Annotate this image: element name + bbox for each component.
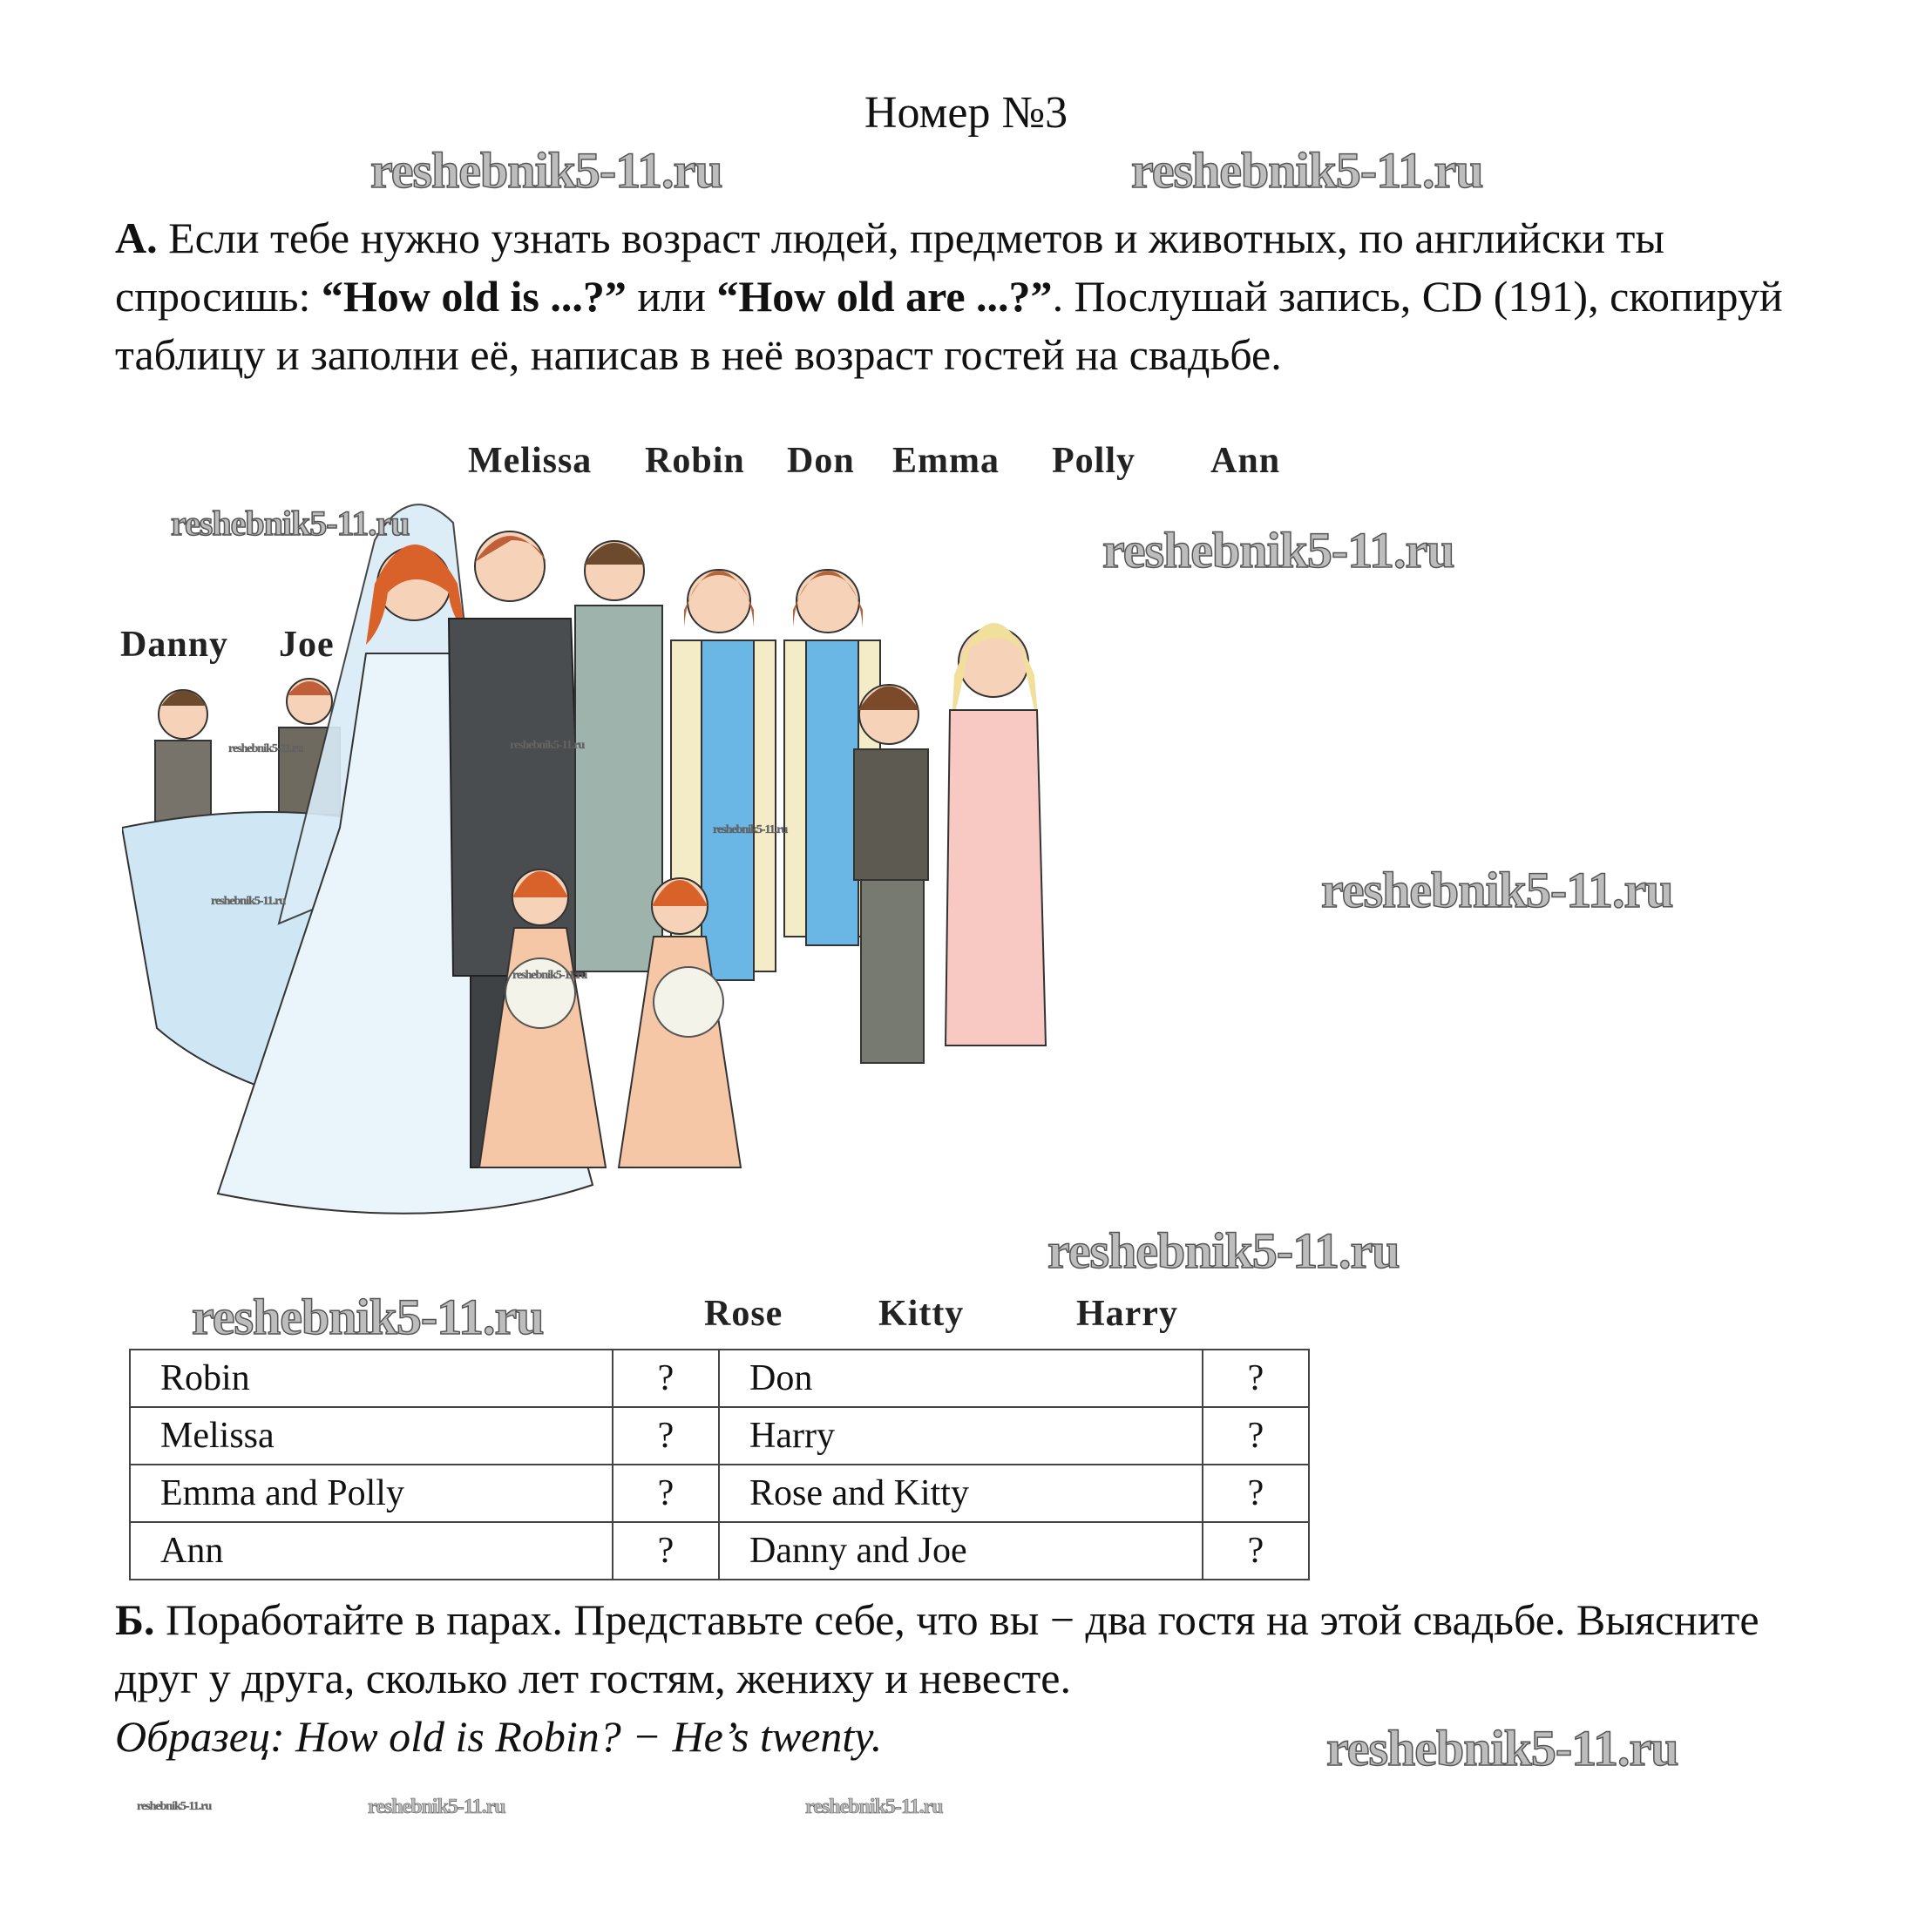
- watermark: reshebnik5-11.ru: [192, 1289, 544, 1345]
- ages-table: [129, 1349, 1310, 1580]
- watermark: reshebnik5-11.ru: [1131, 142, 1483, 199]
- table-cell-age: ?: [613, 1522, 719, 1580]
- table-cell-age: ?: [1203, 1522, 1309, 1580]
- watermark: reshebnik5-11.ru: [171, 504, 410, 543]
- question-is: “How old is ...?”: [321, 272, 627, 321]
- section-a-text-2: . Послушай запись, CD (191), скопируй таблицу и заполни её, написав в неё возраст гостей на свадьбе.: [115, 272, 1783, 379]
- table-cell-age: ?: [1203, 1407, 1309, 1465]
- watermark: reshebnik5-11.ru: [713, 823, 788, 836]
- section-b-instructions: Поработайте в парах. Представьте себе, что вы − два гостя на этой свадьбе. Выясните друг у друга, сколько лет гостям, жениху и невесте.: [115, 1595, 1759, 1702]
- watermark: reshebnik5-11.ru: [228, 742, 303, 755]
- or-text: или: [626, 272, 717, 321]
- label-kitty: Kitty: [878, 1294, 965, 1334]
- label-joe: Joe: [279, 625, 335, 665]
- label-danny: Danny: [120, 625, 229, 665]
- table-cell-name: Robin: [130, 1350, 613, 1407]
- watermark: reshebnik5-11.ru: [1047, 1222, 1400, 1279]
- ann-figure: [946, 623, 1046, 1045]
- label-harry: Harry: [1076, 1294, 1178, 1334]
- watermark: reshebnik5-11.ru: [512, 969, 587, 982]
- table-cell-age: ?: [1203, 1350, 1309, 1407]
- don-figure: [575, 541, 662, 971]
- table-row: [130, 1407, 1309, 1465]
- table-cell-name: Harry: [719, 1407, 1203, 1465]
- label-polly: Polly: [1052, 441, 1135, 481]
- label-don: Don: [787, 441, 855, 481]
- watermark: reshebnik5-11.ru: [1321, 862, 1673, 918]
- table-cell-name: Danny and Joe: [719, 1522, 1203, 1580]
- label-emma: Emma: [892, 441, 1000, 481]
- watermark: reshebnik5-11.ru: [805, 1796, 943, 1818]
- wedding-illustration: [122, 488, 1342, 1298]
- label-robin: Robin: [645, 441, 745, 481]
- section-b-text: [115, 1591, 1840, 1708]
- watermark: reshebnik5-11.ru: [368, 1796, 505, 1818]
- table-cell-age: ?: [613, 1407, 719, 1465]
- table-cell-age: ?: [1203, 1465, 1309, 1522]
- section-a-label: А.: [115, 213, 158, 262]
- section-a-text-1: Если тебе нужно узнать возраст людей, предметов и животных, по английски ты спросишь:: [115, 213, 1665, 321]
- section-a-text: [115, 209, 1840, 384]
- table-cell-name: Emma and Polly: [130, 1465, 613, 1522]
- watermark: reshebnik5-11.ru: [211, 895, 286, 908]
- watermark: reshebnik5-11.ru: [510, 739, 585, 752]
- table-cell-age: ?: [613, 1350, 719, 1407]
- table-cell-name: Rose and Kitty: [719, 1465, 1203, 1522]
- table-cell-age: ?: [613, 1465, 719, 1522]
- label-melissa: Melissa: [468, 441, 593, 481]
- section-b-label: Б.: [115, 1595, 155, 1644]
- table-row: [130, 1465, 1309, 1522]
- label-rose: Rose: [704, 1294, 783, 1334]
- watermark: reshebnik5-11.ru: [137, 1800, 212, 1813]
- table-cell-name: Ann: [130, 1522, 613, 1580]
- watermark: reshebnik5-11.ru: [370, 142, 722, 199]
- question-are: “How old are ...?”: [716, 272, 1053, 321]
- page-title: Номер №3: [864, 88, 1068, 138]
- table-row: [130, 1522, 1309, 1580]
- table-row: [130, 1350, 1309, 1407]
- table-cell-name: Melissa: [130, 1407, 613, 1465]
- label-ann: Ann: [1210, 441, 1281, 481]
- watermark: reshebnik5-11.ru: [1326, 1720, 1678, 1776]
- table-cell-name: Don: [719, 1350, 1203, 1407]
- example-text: Образец: How old is Robin? − He’s twenty.: [115, 1712, 883, 1761]
- watermark: reshebnik5-11.ru: [1102, 522, 1454, 579]
